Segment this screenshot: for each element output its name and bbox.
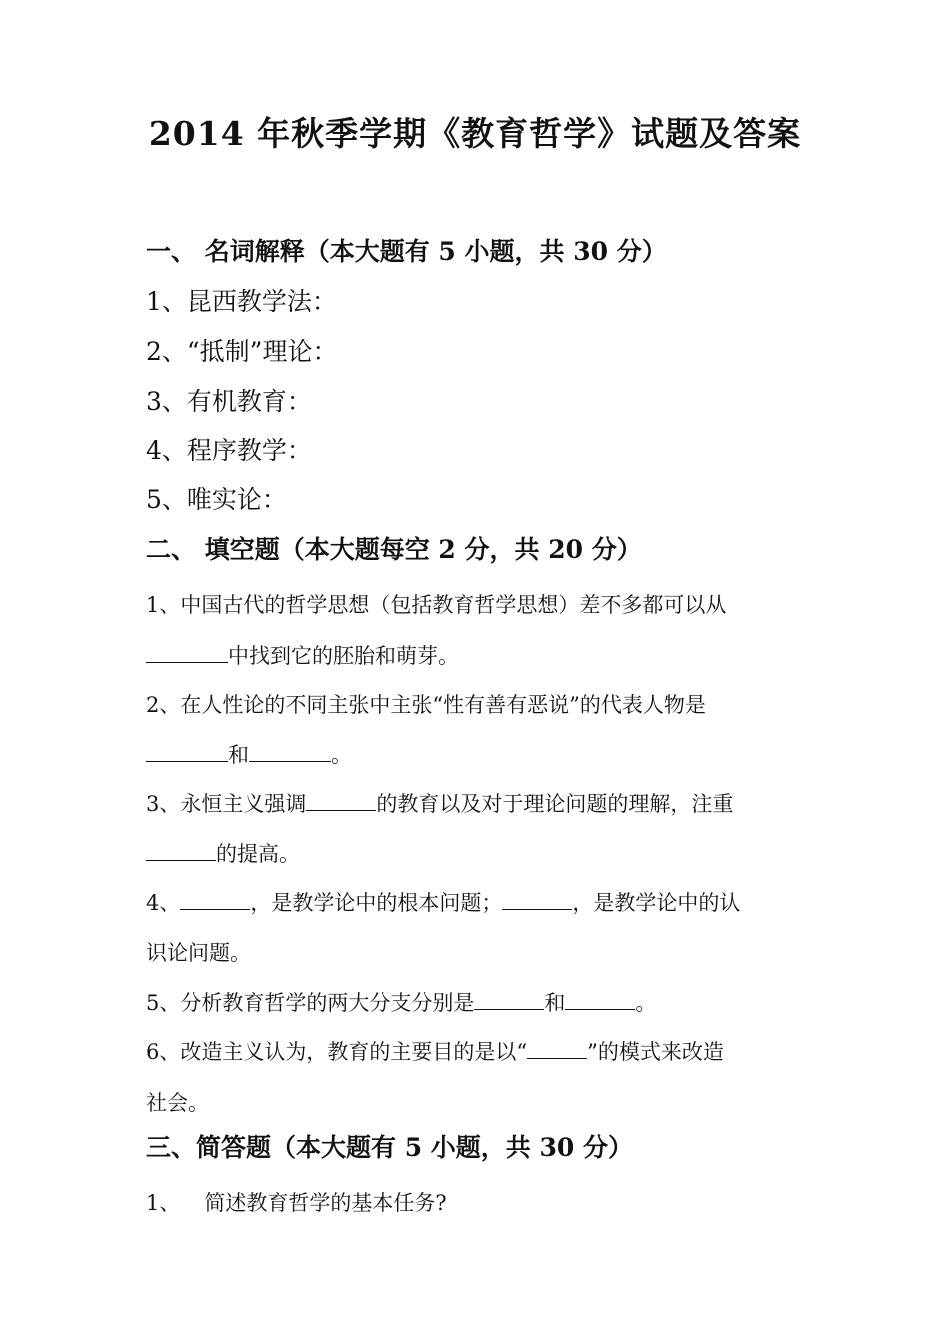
- short-answer-question-1: [146, 1188, 447, 1218]
- answer-blank: [249, 741, 331, 762]
- answer-blank: [502, 889, 572, 910]
- fill-question-6-cont: [146, 1088, 209, 1118]
- question-text: 社会。: [146, 1091, 209, 1115]
- question-text: 6、改造主义认为，教育的主要目的是以“: [146, 1040, 528, 1064]
- fill-question-3-cont: [146, 839, 300, 869]
- question-text: 和: [544, 991, 566, 1015]
- page-title: 2014 年秋季学期《教育哲学》试题及答案: [148, 114, 802, 153]
- fill-question-1-cont: [146, 641, 459, 671]
- answer-blank: [146, 840, 216, 861]
- fill-question-2: [146, 690, 706, 720]
- term-item: 3、有机教育：: [146, 387, 312, 416]
- section-heading-short-answer: 三、简答题（本大题有 5 小题，共 30 分）: [146, 1133, 634, 1162]
- question-text: 。: [635, 991, 657, 1015]
- question-text: 1、中国古代的哲学思想（包括教育哲学思想）差不多都可以从: [146, 593, 727, 617]
- question-text: 简述教育哲学的基本任务?: [204, 1191, 447, 1215]
- question-text: 中找到它的胚胎和萌芽。: [228, 644, 459, 668]
- fill-question-2-cont: [146, 740, 352, 770]
- section-heading-terms: 一、 名词解释（本大题有 5 小题，共 30 分）: [146, 237, 667, 266]
- fill-question-3: [146, 789, 733, 819]
- question-text: 5、分析教育哲学的两大分支分别是: [146, 991, 475, 1015]
- question-text: 的提高。: [216, 842, 300, 866]
- answer-blank: [565, 989, 635, 1010]
- question-text: 识论问题。: [146, 941, 251, 965]
- answer-blank: [306, 790, 376, 811]
- answer-blank: [180, 889, 250, 910]
- answer-blank: [527, 1038, 587, 1059]
- question-text: ，是教学论中的认: [572, 891, 741, 915]
- term-item: 2、“抵制”理论：: [146, 337, 338, 366]
- section-heading-fill-blank: 二、 填空题（本大题每空 2 分，共 20 分）: [146, 535, 642, 564]
- term-item: 1、昆西教学法：: [146, 287, 337, 316]
- fill-question-4-cont: [146, 938, 251, 968]
- fill-question-1: [146, 590, 726, 620]
- answer-blank: [146, 741, 228, 762]
- answer-blank: [474, 989, 544, 1010]
- question-text: 3、永恒主义强调: [146, 792, 307, 816]
- term-item: 5、唯实论：: [146, 485, 287, 514]
- question-number: 1、: [146, 1191, 181, 1215]
- question-text: 2、在人性论的不同主张中主张“性有善有恶说”的代表人物是: [146, 693, 706, 717]
- term-item: 4、程序教学：: [146, 436, 312, 465]
- fill-question-4: [146, 888, 740, 918]
- fill-question-6: [146, 1037, 724, 1067]
- question-text: ，是教学论中的根本问题；: [250, 891, 503, 915]
- answer-blank: [146, 642, 228, 663]
- question-text: 4、: [146, 891, 181, 915]
- question-text: ”的模式来改造: [587, 1040, 724, 1064]
- fill-question-5: [146, 988, 656, 1018]
- question-text: 的教育以及对于理论问题的理解，注重: [376, 792, 734, 816]
- question-text: 。: [331, 743, 352, 767]
- question-text: 和: [228, 743, 249, 767]
